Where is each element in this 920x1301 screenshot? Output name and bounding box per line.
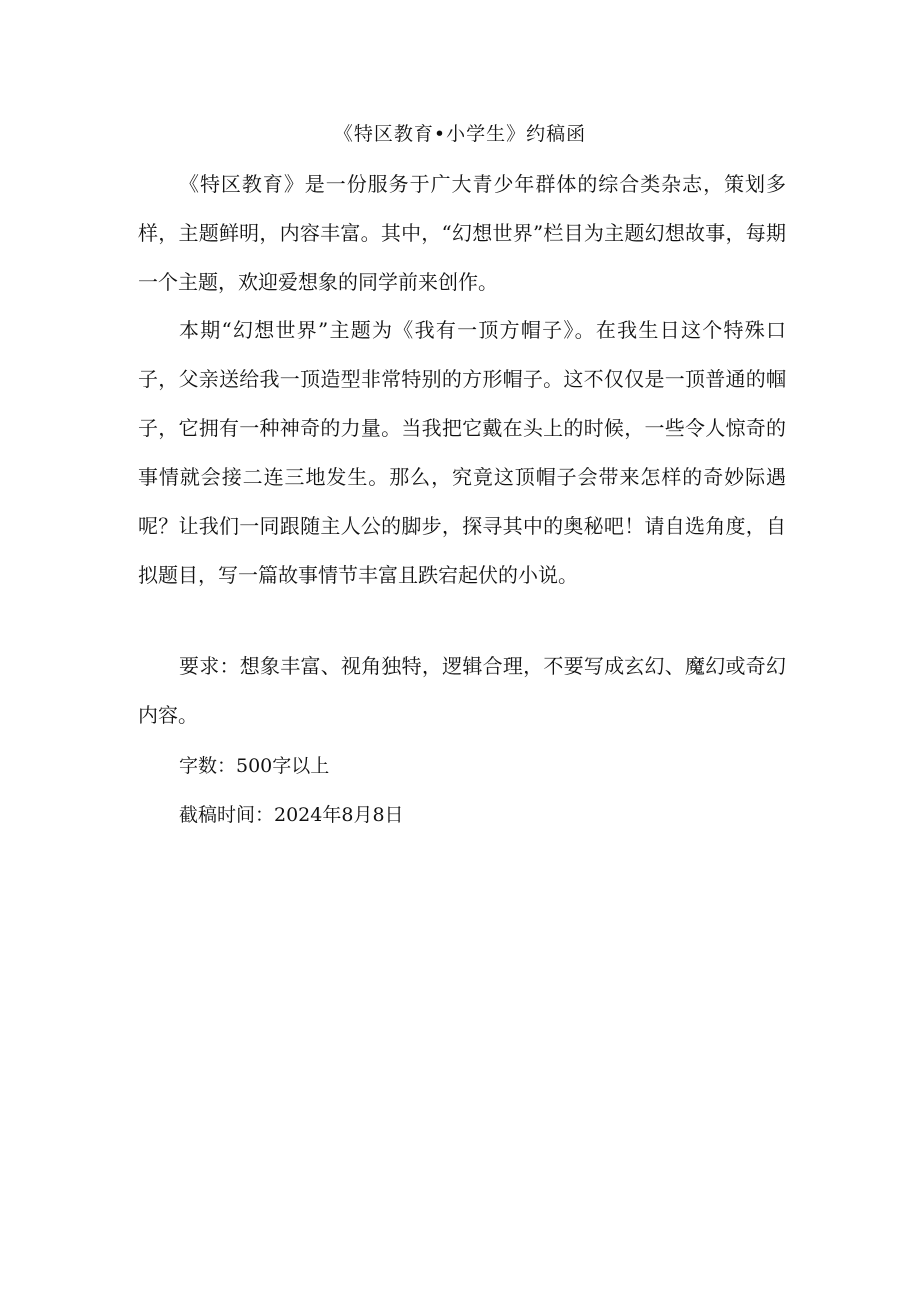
deadline-line: 截稿时间：2024年8月8日 — [179, 804, 404, 826]
intro-paragraph: 《特区教育》是一份服务于广大青少年群体的综合类杂志，策划多样，主题鲜明，内容丰富。其中，“幻想世界”栏目为主题幻想故事，每期一个主题，欢迎爱想象的同学前来创作。 — [138, 172, 786, 294]
document-title: 《特区教育•小学生》约稿函 — [333, 123, 587, 145]
requirements-paragraph: 要求：想象丰富、视角独特，逻辑合理，不要写成玄幻、魔幻或奇幻内容。 — [138, 654, 786, 727]
word-count-line: 字数：500字以上 — [179, 755, 330, 777]
theme-paragraph: 本期“幻想世界”主题为《我有一顶方帽子》。在我生日这个特殊口子，父亲送给我一顶造型非常特别的方形帽子。这不仅仅是一顶普通的帼子，它拥有一种神奇的力量。当我把它戴在头上的时候，一些令人惊奇的事情就会接二连三地发生。那么，究竟这顶帽子会带来怎样的奇妙际遇呢？让我们一同跟随主人公的脚步，探寻其中的奥秘吧！请自选角度，自拟题目，写一篇故事情节丰富且跌宕起伏的小说。 — [138, 318, 786, 587]
